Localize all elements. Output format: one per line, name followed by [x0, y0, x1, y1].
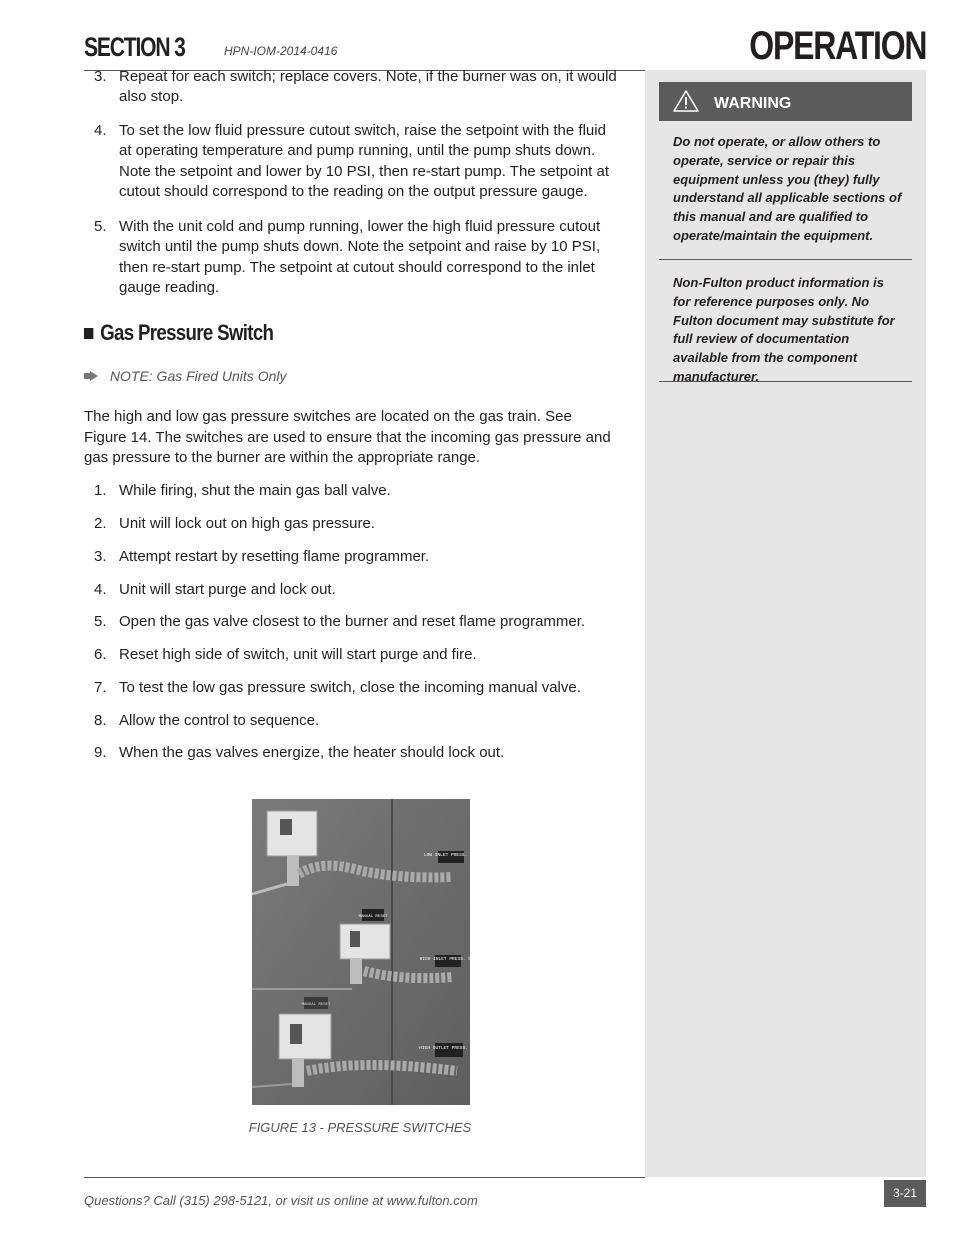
note: [84, 368, 286, 384]
list-text: Unit will start purge and lock out.: [119, 581, 336, 598]
document-id: HPN-IOM-2014-0416: [224, 44, 338, 58]
footer-contact: Questions? Call (315) 298-5121, or visit us online at www.fulton.com: [84, 1193, 478, 1208]
list-text: Reset high side of switch, unit will start purge and fire.: [119, 646, 477, 663]
list-number: 4.: [94, 122, 107, 139]
list-number: 5.: [94, 218, 107, 235]
disclaimer-text: Non-Fulton product information is for reference purposes only. No Fulton document may substitute for full review of documentation available from the component manufacturer.: [673, 275, 895, 384]
list-number: 5.: [94, 613, 107, 630]
list-number: 6.: [94, 646, 107, 663]
list-number: 7.: [94, 679, 107, 696]
figure-caption: FIGURE 13 - PRESSURE SWITCHES: [248, 1120, 472, 1135]
warning-title: WARNING: [714, 95, 792, 112]
pressure-switches-photo: [252, 799, 479, 1105]
list-number: 8.: [94, 712, 107, 729]
square-bullet-icon: [84, 328, 93, 339]
warning-banner: [659, 82, 912, 121]
section-label: SECTION 3: [84, 32, 185, 62]
list-text: With the unit cold and pump running, lower the high fluid pressure cutout switch until the pump shuts down. Note the setpoint and raise by 10 PSI, then re-start pump. The setpoint at cutout should correspond to the inlet gauge reading.: [119, 218, 601, 296]
list-text: Attempt restart by resetting flame programmer.: [119, 548, 430, 565]
note-text: NOTE: Gas Fired Units Only: [109, 368, 287, 384]
list-text: To set the low fluid pressure cutout switch, raise the setpoint with the fluid at operating temperature and pump running, until the pump shuts down. Note the setpoint and lower by 10 PSI, then re-start pump. The setpoint at cutout should correspond to the reading on the output pressure gauge.: [119, 122, 610, 200]
page-title: OPERATION: [748, 24, 926, 68]
list-number: 2.: [94, 515, 107, 532]
figure-label-text: HIGH INLET PRESS. SW.: [419, 957, 477, 962]
figure-label-text: LOW INLET PRESS. SW.: [423, 853, 479, 858]
list-number: 3.: [94, 548, 107, 565]
list-text: Repeat for each switch; replace covers. Note, if the burner was on, it would also stop.: [119, 68, 617, 106]
section-heading: [84, 320, 273, 346]
sidebar-divider: [659, 381, 912, 382]
list-text: To test the low gas pressure switch, close the incoming manual valve.: [119, 679, 581, 696]
list-number: 9.: [94, 744, 107, 761]
figure-label-text: MANUAL RESET: [358, 915, 388, 919]
list-number: 4.: [94, 581, 107, 598]
list-number: 3.: [94, 68, 107, 85]
arrow-head-icon: [90, 371, 98, 381]
sidebar: [645, 70, 926, 1177]
list-text: Open the gas valve closest to the burner and reset flame programmer.: [119, 613, 586, 630]
warning-text: Do not operate, or allow others to operate, service or repair this equipment unless you (they) fully understand all applicable sections of this manual and are qualified to operate/maintain the equipment.: [673, 134, 902, 243]
list-text: While firing, shut the main gas ball valve.: [119, 482, 391, 499]
page-header: [84, 22, 926, 71]
footer-divider: [84, 1177, 645, 1178]
heading-text: Gas Pressure Switch: [100, 320, 274, 345]
list-text: Unit will lock out on high gas pressure.: [119, 515, 375, 532]
list-number: 1.: [94, 482, 107, 499]
warning-triangle-icon: [673, 89, 699, 113]
list-text: When the gas valves energize, the heater should lock out.: [119, 744, 505, 761]
body-paragraph: The high and low gas pressure switches are located on the gas train. See Figure 14. The switches are used to ensure that the incoming gas pressure and gas pressure to the burner are within the appropriate range.: [84, 408, 611, 466]
sidebar-divider: [659, 259, 912, 260]
figure-label-text: MANUAL RESET: [301, 1003, 331, 1007]
page-number: 3-21: [884, 1180, 926, 1207]
list-text: Allow the control to sequence.: [119, 712, 320, 729]
figure-label-text: HIGH OUTLET PRESS. SW.: [419, 1046, 479, 1051]
